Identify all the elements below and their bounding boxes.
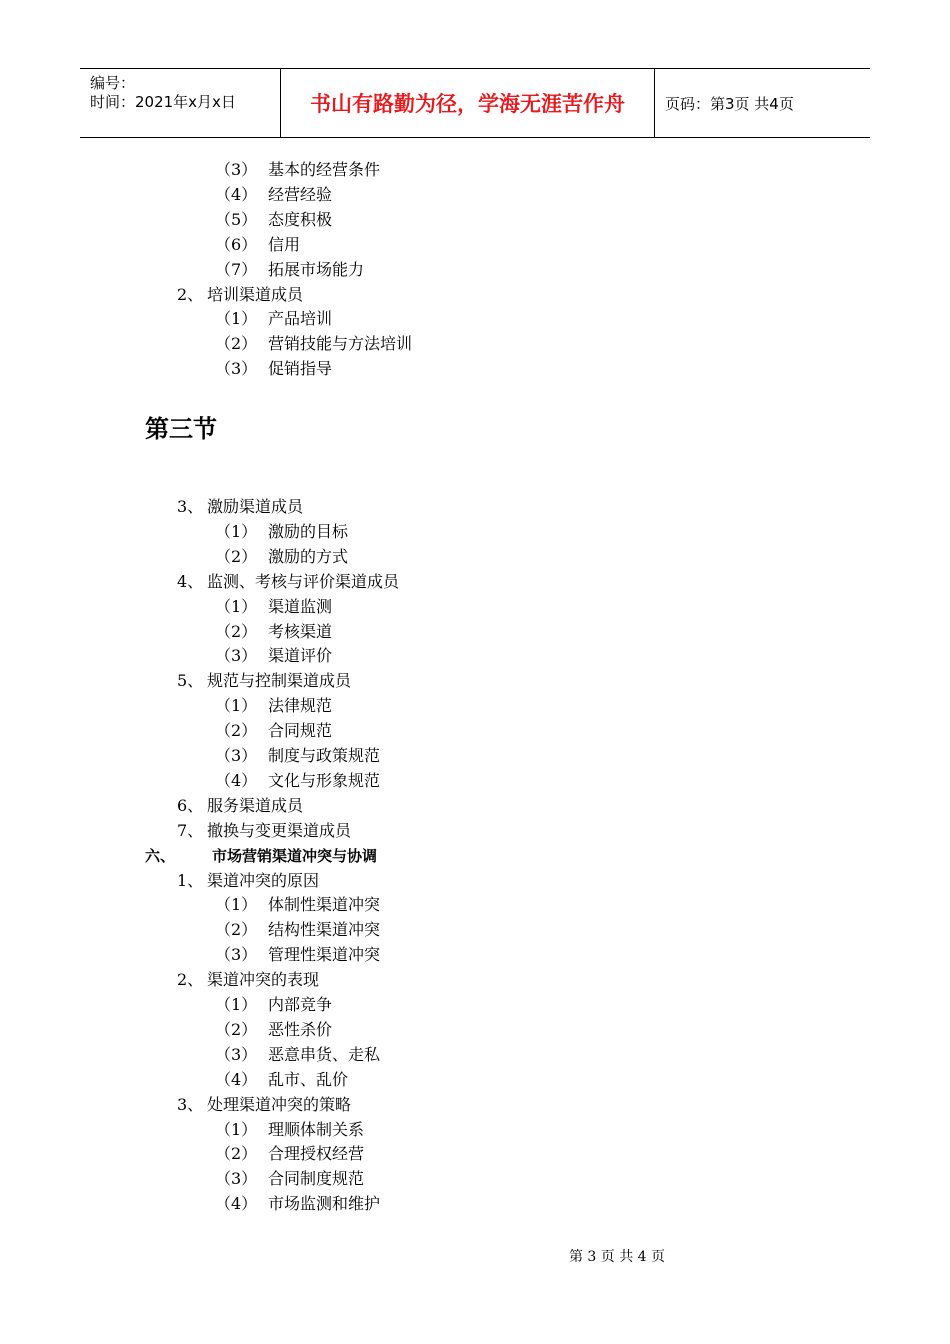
item-text: 规范与控制渠道成员 [207, 671, 352, 691]
item-number: 3、 [177, 497, 204, 516]
item-number: （4） [215, 770, 258, 790]
number-label: 编号： [90, 74, 136, 92]
item-text: 恶意串货、走私 [268, 1044, 381, 1064]
item-number: 2、 [177, 284, 204, 304]
item-text: 处理渠道冲突的策略 [207, 1094, 352, 1114]
item-number: （1） [215, 596, 258, 616]
item-text: 渠道评价 [268, 646, 333, 666]
item-text: 管理性渠道冲突 [268, 945, 381, 965]
item-text: 体制性渠道冲突 [268, 895, 381, 915]
item-number: （5） [215, 209, 258, 229]
item-number: 5、 [177, 671, 204, 691]
item-text: 渠道冲突的表现 [207, 970, 320, 990]
item-text: 监测、考核与评价渠道成员 [207, 571, 400, 591]
item-number: （4） [215, 1194, 258, 1214]
item-number: （1） [215, 309, 258, 329]
item-text: 服务渠道成员 [207, 795, 304, 815]
item-text: 渠道冲突的原因 [207, 870, 320, 890]
item-text: 理顺体制关系 [268, 1119, 365, 1139]
item-text: 产品培训 [268, 309, 333, 329]
item-number: （3） [215, 945, 258, 965]
item-number: （2） [215, 1019, 258, 1039]
page-footer [0, 1246, 950, 1266]
item-text: 市场营销渠道冲突与协调 [212, 846, 378, 865]
item-number: （1） [215, 1119, 258, 1139]
item-text: 合理授权经营 [268, 1144, 365, 1164]
item-text: 撤换与变更渠道成员 [207, 820, 352, 840]
item-text: 制度与政策规范 [268, 746, 381, 765]
item-number: （2） [215, 621, 258, 641]
item-number: （3） [215, 746, 258, 765]
item-number: 六、 [145, 846, 176, 865]
item-number: （6） [215, 234, 258, 254]
item-text: 经营经验 [268, 184, 333, 204]
item-text: 文化与形象规范 [268, 770, 381, 790]
item-text: 拓展市场能力 [268, 259, 365, 279]
item-text: 乱市、乱价 [268, 1069, 349, 1089]
item-text: 结构性渠道冲突 [268, 920, 381, 940]
item-text: 促销指导 [268, 359, 333, 379]
item-text: 基本的经营条件 [268, 160, 381, 179]
item-number: （2） [215, 546, 258, 566]
item-text: 恶性杀价 [268, 1019, 333, 1039]
item-number: 6、 [177, 795, 204, 815]
item-text: 培训渠道成员 [207, 284, 304, 304]
item-text: 考核渠道 [268, 621, 333, 641]
item-number: （4） [215, 1069, 258, 1089]
item-number: （2） [215, 721, 258, 741]
item-number: （3） [215, 646, 258, 666]
header-left-cell [80, 69, 281, 137]
item-number: （1） [215, 895, 258, 915]
item-number: 2、 [177, 970, 204, 990]
item-text: 内部竞争 [268, 995, 333, 1014]
item-number: 7、 [177, 820, 204, 840]
item-number: （2） [215, 920, 258, 940]
item-text: 激励渠道成员 [207, 497, 304, 516]
item-text: 合同制度规范 [268, 1169, 365, 1189]
item-text: 态度积极 [268, 209, 333, 229]
item-number: （2） [215, 1144, 258, 1164]
header-motto: 书山有路勤为径，学海无涯苦作舟 [281, 69, 655, 137]
item-text: 激励的目标 [268, 521, 349, 541]
item-text: 法律规范 [268, 696, 333, 716]
page-header [80, 68, 870, 138]
item-text: 合同规范 [268, 721, 333, 741]
item-number: （7） [215, 259, 258, 279]
header-page-info: 页码：第3页 共4页 [665, 94, 794, 113]
item-number: （1） [215, 995, 258, 1014]
item-text: 激励的方式 [268, 546, 349, 566]
item-number: 1、 [177, 870, 204, 890]
date-label: 时间：2021年x月x日 [90, 93, 236, 111]
item-number: （1） [215, 521, 258, 541]
item-number: （3） [215, 1169, 258, 1189]
footer-page-number: 第 3 页 共 4 页 [568, 1249, 666, 1265]
item-text: 渠道监测 [268, 596, 333, 616]
item-text: 市场监测和维护 [268, 1194, 381, 1214]
section-title: 第三节 [145, 415, 217, 443]
item-number: （3） [215, 359, 258, 379]
item-number: （4） [215, 184, 258, 204]
item-number: （3） [215, 1044, 258, 1064]
item-number: （1） [215, 696, 258, 716]
item-number: （2） [215, 334, 258, 354]
item-number: 3、 [177, 1094, 204, 1114]
item-number: （3） [215, 160, 258, 179]
item-number: 4、 [177, 571, 204, 591]
item-text: 营销技能与方法培训 [268, 334, 413, 354]
item-text: 信用 [268, 234, 301, 254]
